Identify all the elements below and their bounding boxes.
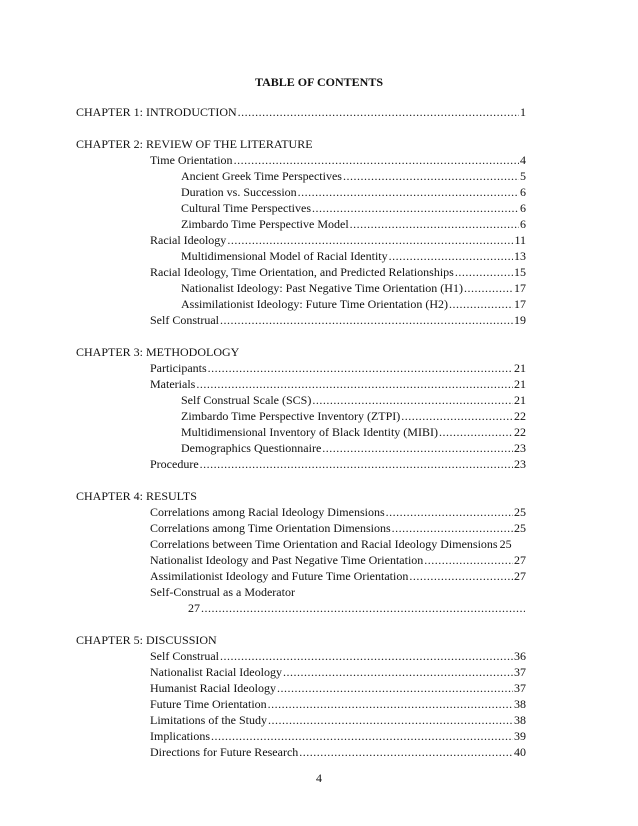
entry-label: Procedure: [150, 457, 199, 471]
entry-label: Ancient Greek Time Perspectives: [181, 169, 342, 183]
entry-label: Limitations of the Study: [150, 713, 267, 727]
entry-label: Time Orientation: [150, 153, 233, 167]
entry-label: Demographics Questionnaire: [181, 441, 322, 455]
entry-page-number: 6: [520, 185, 526, 199]
toc-entry[interactable]: [150, 520, 526, 536]
toc-entry[interactable]: [181, 168, 526, 184]
entry-page-number: 22: [514, 409, 526, 423]
entry-page-number: 15: [514, 265, 526, 279]
leader-dots: [234, 152, 519, 168]
entry-label: Implications: [150, 729, 210, 743]
entry-label: Racial Ideology, Time Orientation, and Predicted Relationships: [150, 265, 454, 279]
toc-entry[interactable]: [76, 104, 526, 120]
leader-dots: [227, 232, 513, 248]
chapter-heading: CHAPTER 2: REVIEW OF THE LITERATURE: [76, 137, 313, 151]
leader-dots: [409, 568, 513, 584]
entry-label: Multidimensional Inventory of Black Identity (MIBI): [181, 425, 438, 439]
leader-dots: [343, 168, 519, 184]
entry-page-number: 17: [514, 281, 526, 295]
entry-page-number: 21: [514, 377, 526, 391]
entry-label: Self Construal: [150, 313, 219, 327]
leader-dots: [208, 360, 513, 376]
leader-dots: [312, 200, 519, 216]
leader-dots: [200, 456, 513, 472]
toc-entry[interactable]: [181, 440, 526, 456]
entry-page-number: 6: [520, 217, 526, 231]
leader-dots: [277, 680, 513, 696]
section-heading: Self-Construal as a Moderator: [150, 585, 295, 599]
entry-page-number: 27: [514, 553, 526, 567]
leader-dots: [424, 552, 513, 568]
entry-label: CHAPTER 1: INTRODUCTION: [76, 105, 237, 119]
leader-dots: [312, 392, 513, 408]
leader-dots: [220, 648, 513, 664]
entry-label: Nationalist Ideology and Past Negative Time Orientation: [150, 553, 424, 567]
toc-entry[interactable]: [181, 296, 526, 312]
entry-page-number: 21: [514, 361, 526, 375]
entry-label: Assimilationist Ideology: Future Time Orientation (H2): [181, 297, 448, 311]
toc-entry[interactable]: [150, 536, 526, 552]
entry-page-number: 4: [520, 153, 526, 167]
toc-entry[interactable]: [150, 728, 526, 744]
entry-page-number: 38: [514, 697, 526, 711]
entry-label: Assimilationist Ideology and Future Time Orientation: [150, 569, 409, 583]
entry-label: Self Construal Scale (SCS): [181, 393, 312, 407]
entry-label: Zimbardo Time Perspective Model: [181, 217, 349, 231]
entry-label: Materials: [150, 377, 196, 391]
chapter-heading: CHAPTER 5: DISCUSSION: [76, 633, 217, 647]
leader-dots: [449, 296, 513, 312]
toc-entry[interactable]: [150, 696, 526, 712]
toc-entry[interactable]: [150, 680, 526, 696]
entry-page-number: 40: [514, 745, 526, 759]
entry-label: Zimbardo Time Perspective Inventory (ZTPI): [181, 409, 401, 423]
leader-dots: [386, 504, 513, 520]
entry-label: Correlations among Racial Ideology Dimensions: [150, 505, 385, 519]
leader-dots: [220, 312, 513, 328]
toc-entry[interactable]: [150, 376, 526, 392]
entry-label: Future Time Orientation: [150, 697, 267, 711]
toc-entry[interactable]: [181, 280, 526, 296]
entry-page-number: 25: [514, 521, 526, 535]
toc-entry[interactable]: [150, 360, 526, 376]
entry-page-number: 11: [514, 233, 526, 247]
entry-page-number: 17: [514, 297, 526, 311]
entry-page-number: 5: [520, 169, 526, 183]
leader-dots: [283, 664, 513, 680]
entry-page-number: 23: [514, 441, 526, 455]
toc-title: TABLE OF CONTENTS: [254, 75, 384, 89]
entry-label: Self Construal: [150, 649, 219, 663]
entry-page-number: 25: [499, 537, 512, 551]
entry-page-number: 27: [514, 569, 526, 583]
toc-entry[interactable]: [150, 264, 526, 280]
entry-page-number: 13: [514, 249, 526, 263]
entry-label: Nationalist Racial Ideology: [150, 665, 282, 679]
toc-entry[interactable]: [150, 744, 526, 760]
entry-label: 27: [188, 601, 200, 615]
entry-label: Cultural Time Perspectives: [181, 201, 311, 215]
entry-page-number: 38: [514, 713, 526, 727]
entry-label: Correlations between Time Orientation and Racial Ideology Dimensions: [150, 537, 498, 551]
entry-label: Humanist Racial Ideology: [150, 681, 276, 695]
leader-dots: [439, 424, 513, 440]
toc-entry[interactable]: [150, 648, 526, 664]
toc-entry[interactable]: [181, 184, 526, 200]
toc-entry[interactable]: [188, 600, 526, 616]
toc-entry[interactable]: [150, 712, 526, 728]
page-number: 4: [316, 771, 322, 785]
chapter-heading: CHAPTER 3: METHODOLOGY: [76, 345, 240, 359]
entry-page-number: 1: [520, 105, 526, 119]
leader-dots: [196, 376, 513, 392]
leader-dots: [268, 712, 513, 728]
toc-entry[interactable]: [150, 552, 526, 568]
toc-entry[interactable]: [181, 200, 526, 216]
entry-page-number: 23: [514, 457, 526, 471]
leader-dots: [238, 104, 519, 120]
toc-entry[interactable]: [181, 392, 526, 408]
leader-dots: [201, 600, 525, 616]
entry-label: Multidimensional Model of Racial Identity: [181, 249, 388, 263]
entry-label: Nationalist Ideology: Past Negative Time Orientation (H1): [181, 281, 463, 295]
toc-entry[interactable]: [181, 408, 526, 424]
entry-page-number: 6: [520, 201, 526, 215]
entry-page-number: 39: [514, 729, 526, 743]
leader-dots: [464, 280, 513, 296]
entry-page-number: 25: [514, 505, 526, 519]
entry-page-number: 36: [514, 649, 526, 663]
leader-dots: [211, 728, 513, 744]
entry-page-number: 22: [514, 425, 526, 439]
leader-dots: [298, 184, 519, 200]
entry-label: Participants: [150, 361, 207, 375]
toc-entry[interactable]: [150, 568, 526, 584]
toc-entry[interactable]: [150, 152, 526, 168]
leader-dots: [350, 216, 519, 232]
toc-entry[interactable]: [150, 456, 526, 472]
leader-dots: [455, 264, 513, 280]
entry-label: Duration vs. Succession: [181, 185, 297, 199]
leader-dots: [322, 440, 513, 456]
chapter-heading: CHAPTER 4: RESULTS: [76, 489, 197, 503]
entry-label: Correlations among Time Orientation Dimensions: [150, 521, 391, 535]
toc-entry[interactable]: [181, 216, 526, 232]
leader-dots: [392, 520, 513, 536]
entry-page-number: 37: [514, 681, 526, 695]
entry-page-number: 37: [514, 665, 526, 679]
toc-entry[interactable]: [150, 504, 526, 520]
toc-entry[interactable]: [150, 312, 526, 328]
leader-dots: [299, 744, 513, 760]
entry-label: Racial Ideology: [150, 233, 227, 247]
leader-dots: [268, 696, 513, 712]
toc-entry[interactable]: [181, 248, 526, 264]
entry-page-number: 21: [514, 393, 526, 407]
entry-label: Directions for Future Research: [150, 745, 299, 759]
toc-entry[interactable]: [181, 424, 526, 440]
leader-dots: [401, 408, 513, 424]
leader-dots: [389, 248, 513, 264]
toc-entry[interactable]: [150, 232, 526, 248]
toc-entry[interactable]: [150, 664, 526, 680]
entry-page-number: 19: [514, 313, 526, 327]
